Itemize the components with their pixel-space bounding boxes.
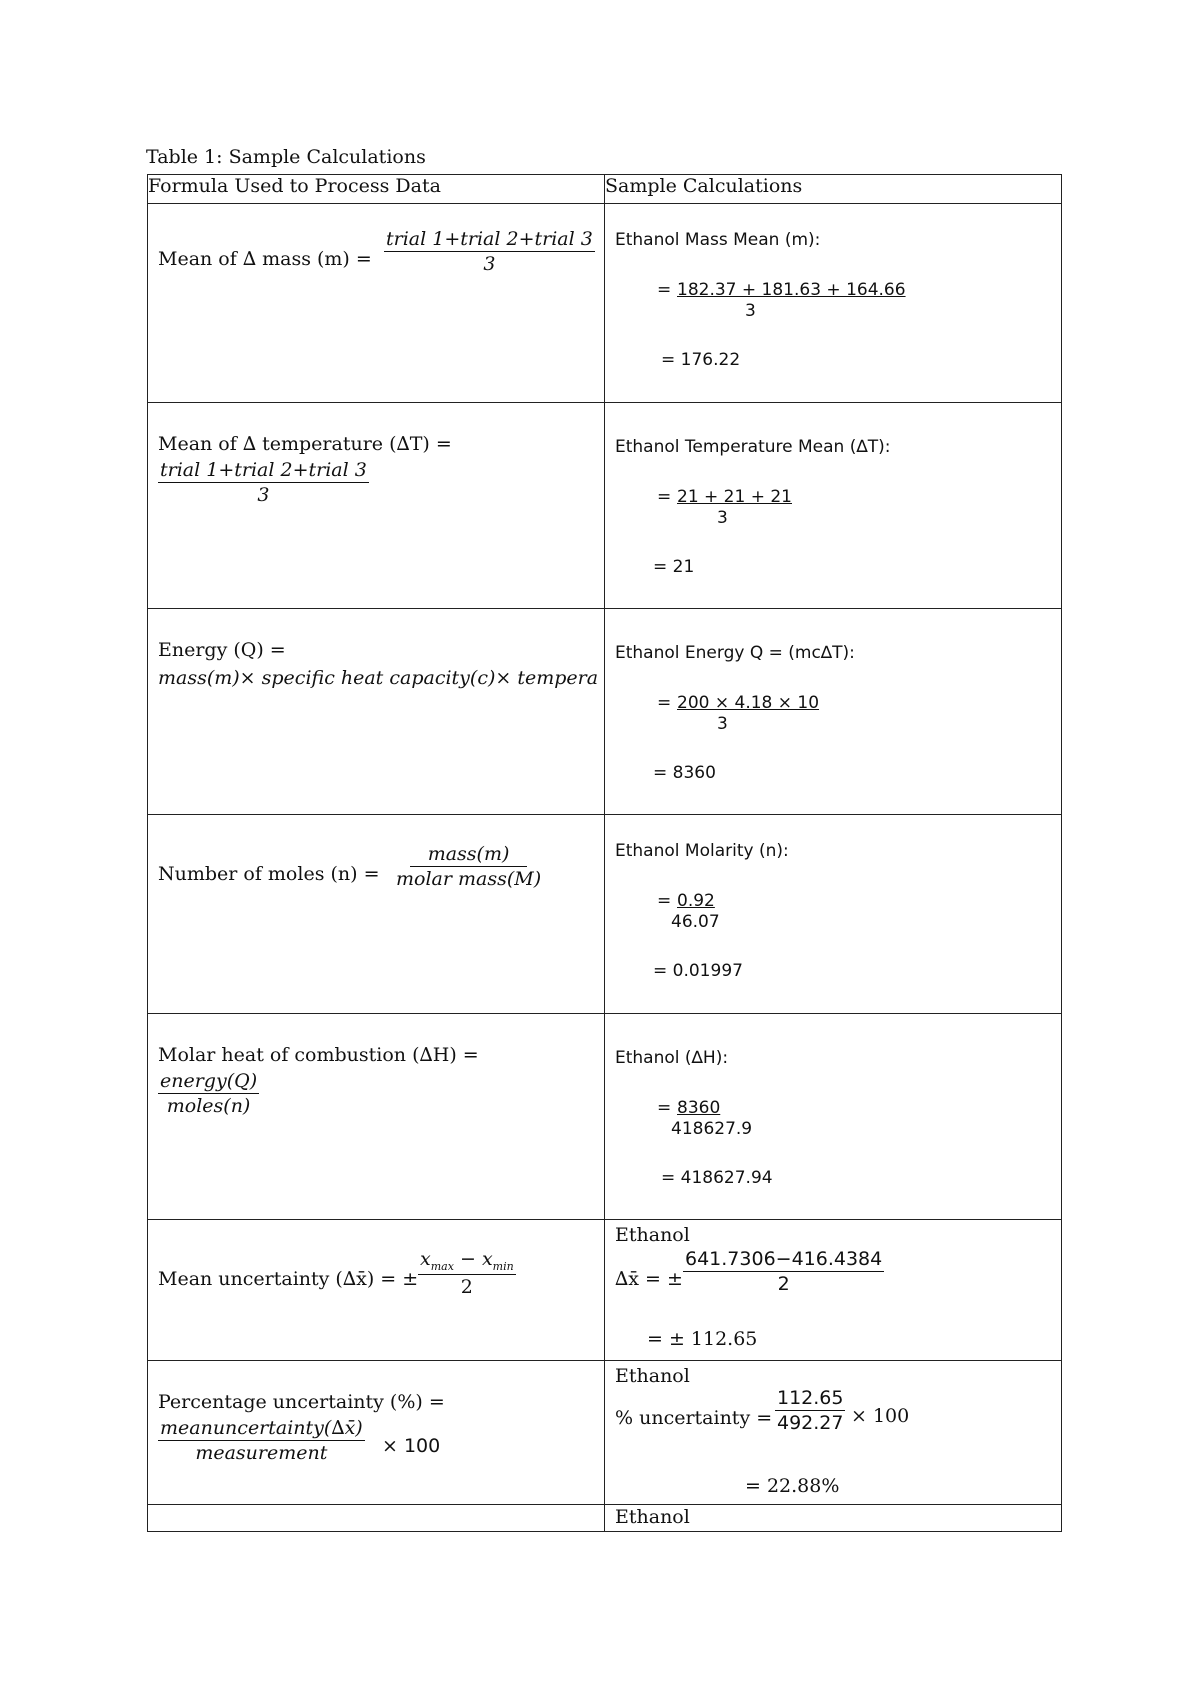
table-row bbox=[148, 1361, 1062, 1505]
sample-cell: Ethanol (∆H): = 8360 418627.9 = 418627.94 bbox=[605, 1014, 1062, 1220]
formula-numerator: trial 1+trial 2+trial 3 bbox=[160, 459, 367, 481]
table-row bbox=[148, 1505, 1062, 1532]
sample-fraction bbox=[683, 1248, 884, 1295]
sample-denominator: 3 bbox=[745, 301, 756, 321]
formula-x-max: x bbox=[420, 1248, 431, 1270]
formula-denominator: moles(n) bbox=[166, 1095, 251, 1117]
formula-cell bbox=[148, 1361, 605, 1505]
sample-title: Ethanol bbox=[615, 1506, 690, 1528]
formula-label: Mean of ∆ mass (m) = bbox=[158, 248, 372, 270]
sample-result: = 0.01997 bbox=[653, 961, 743, 981]
sample-denominator: 492.27 bbox=[777, 1412, 844, 1434]
table-row bbox=[148, 609, 1062, 815]
formula-label: Energy (Q) = bbox=[158, 639, 286, 661]
sample-cell bbox=[605, 1220, 1062, 1361]
sample-title: Ethanol Temperature Mean (∆T): bbox=[615, 437, 891, 457]
sample-denominator: 2 bbox=[777, 1273, 790, 1295]
sample-title: Ethanol Molarity (n): bbox=[615, 841, 789, 861]
sample-result: = 22.88% bbox=[745, 1475, 840, 1497]
sample-numerator: 21 + 21 + 21 bbox=[677, 487, 792, 507]
table-row bbox=[148, 815, 1062, 1014]
sample-denominator: 46.07 bbox=[671, 912, 720, 932]
formula-x-min: x bbox=[481, 1248, 493, 1270]
sample-title: Ethanol Energy Q = (mc∆T): bbox=[615, 643, 855, 663]
calculations-table bbox=[147, 174, 1062, 1532]
sample-denominator: 3 bbox=[717, 508, 728, 528]
formula-fraction bbox=[158, 459, 369, 506]
sample-lhs: ∆x̄ = ± bbox=[615, 1268, 683, 1290]
formula-numerator: meanuncertainty(∆x̄) bbox=[160, 1417, 363, 1439]
sample-result: = 21 bbox=[653, 557, 695, 577]
sample-denominator: 418627.9 bbox=[671, 1119, 753, 1139]
sample-title: Ethanol bbox=[615, 1224, 690, 1246]
table-row bbox=[148, 204, 1062, 403]
sample-cell: Ethanol Molarity (n): = 0.92 46.07 = 0.01997 bbox=[605, 815, 1062, 1014]
sample-result: = 176.22 bbox=[661, 350, 741, 370]
sample-result: = 418627.94 bbox=[661, 1168, 773, 1188]
sample-numerator: 8360 bbox=[677, 1098, 721, 1118]
formula-expression: mass(m)× specific heat capacity(c)× tempera bbox=[158, 667, 599, 689]
formula-cell bbox=[148, 403, 605, 609]
header-sample: Sample Calculations bbox=[605, 175, 1062, 204]
formula-multiplier: × 100 bbox=[382, 1435, 441, 1457]
formula-denominator: 3 bbox=[483, 253, 496, 275]
formula-cell bbox=[148, 204, 605, 403]
sample-cell: Ethanol Mass Mean (m): = 182.37 + 181.63 + 164.66 3 = 176.22 bbox=[605, 204, 1062, 403]
formula-numerator: trial 1+trial 2+trial 3 bbox=[386, 228, 593, 250]
table-header-row bbox=[148, 175, 1062, 204]
sample-title: Ethanol bbox=[615, 1365, 690, 1387]
sample-numerator: 0.92 bbox=[677, 891, 715, 911]
formula-denominator: molar mass(M) bbox=[396, 868, 542, 890]
sample-denominator: 3 bbox=[717, 714, 728, 734]
formula-label: Number of moles (n) = bbox=[158, 863, 380, 885]
formula-label: Molar heat of combustion (∆H) = bbox=[158, 1044, 479, 1066]
formula-fraction bbox=[158, 1070, 259, 1117]
sample-result: = ± 112.65 bbox=[647, 1328, 758, 1350]
sample-fraction bbox=[775, 1387, 845, 1434]
sample-title: Ethanol Mass Mean (m): bbox=[615, 230, 821, 250]
formula-label: Mean uncertainty (∆x̄) = ± bbox=[158, 1268, 419, 1290]
sample-numerator: 200 × 4.18 × 10 bbox=[677, 693, 820, 713]
sample-cell: Ethanol Temperature Mean (∆T): = 21 + 21 + 21 3 = 21 bbox=[605, 403, 1062, 609]
formula-fraction bbox=[158, 1417, 365, 1464]
formula-label: Mean of ∆ temperature (∆T) = bbox=[158, 433, 452, 455]
sample-cell: Ethanol Energy Q = (mc∆T): = 200 × 4.18 × 10 3 = 8360 bbox=[605, 609, 1062, 815]
table-row bbox=[148, 403, 1062, 609]
sample-result: = 8360 bbox=[653, 763, 716, 783]
formula-cell bbox=[148, 815, 605, 1014]
table-caption: Table 1: Sample Calculations bbox=[146, 146, 426, 168]
table-row bbox=[148, 1220, 1062, 1361]
formula-denominator: 2 bbox=[460, 1275, 473, 1298]
formula-cell bbox=[148, 1014, 605, 1220]
formula-fraction bbox=[396, 843, 541, 890]
formula-denominator: measurement bbox=[195, 1442, 328, 1464]
formula-cell bbox=[148, 1505, 605, 1532]
formula-fraction: $\frac{x_{max} - x_{min}}{2}$ bbox=[420, 1248, 514, 1298]
header-formula: Formula Used to Process Data bbox=[148, 175, 605, 204]
formula-cell bbox=[148, 1220, 605, 1361]
formula-numerator: mass(m) bbox=[410, 843, 528, 867]
sample-numerator: 112.65 bbox=[777, 1387, 844, 1409]
formula-label: Percentage uncertainty (%) = bbox=[158, 1391, 445, 1413]
sample-multiplier: × 100 bbox=[851, 1405, 910, 1427]
formula-numerator: energy(Q) bbox=[160, 1070, 258, 1092]
formula-denominator: 3 bbox=[257, 484, 270, 506]
sample-title: Ethanol (∆H): bbox=[615, 1048, 729, 1068]
sample-numerator: 641.7306−416.4384 bbox=[685, 1248, 883, 1270]
sample-cell bbox=[605, 1505, 1062, 1532]
formula-cell bbox=[148, 609, 605, 815]
formula-fraction bbox=[384, 228, 595, 275]
sample-lhs: % uncertainty = bbox=[615, 1407, 773, 1429]
table-row bbox=[148, 1014, 1062, 1220]
sample-numerator: 182.37 + 181.63 + 164.66 bbox=[677, 280, 906, 300]
sample-cell bbox=[605, 1361, 1062, 1505]
